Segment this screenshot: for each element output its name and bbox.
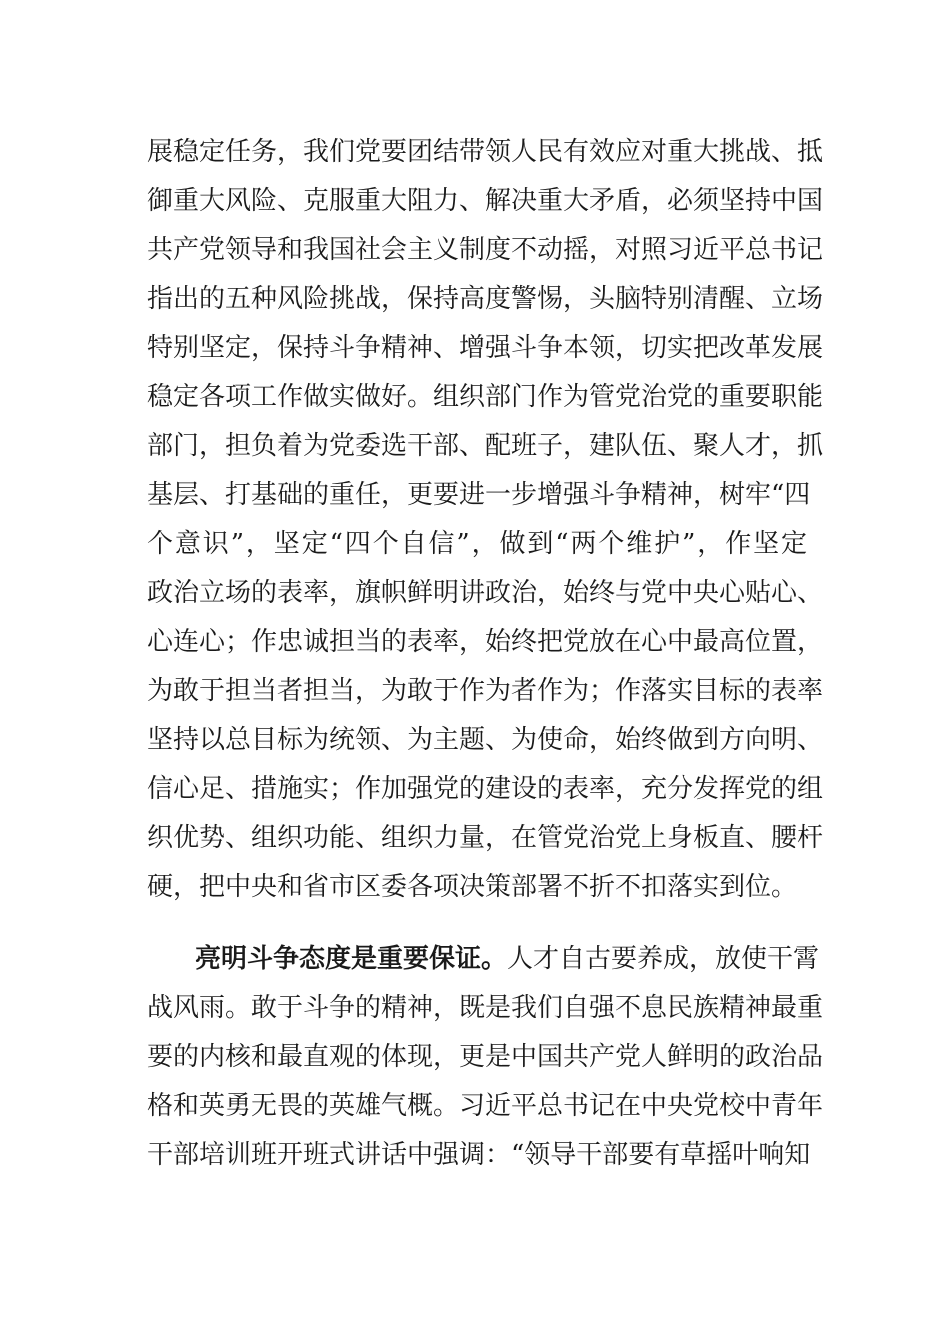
paragraph-line: 共产党领导和我国社会主义制度不动摇，对照习近平总书记: [147, 235, 824, 265]
paragraph-line: 部门，担负着为党委选干部、配班子，建队伍、聚人才，抓: [147, 431, 824, 461]
paragraph-line: 为敢于担当者担当，为敢于作为者作为；作落实目标的表率: [147, 676, 824, 706]
paragraph-line: 硬，把中央和省市区委各项决策部署不折不扣落实到位。: [147, 872, 798, 902]
paragraph-line: 坚持以总目标为统领、为主题、为使命，始终做到方向明、: [147, 725, 824, 755]
paragraph-line: 政治立场的表率，旗帜鲜明讲政治，始终与党中央心贴心、: [147, 578, 824, 608]
paragraph-first-line: [195, 939, 820, 979]
paragraph-line: 御重大风险、克服重大阻力、解决重大矛盾，必须坚持中国: [147, 186, 824, 216]
paragraph-line: 指出的五种风险挑战，保持高度警惕，头脑特别清醒、立场: [147, 284, 824, 314]
paragraph-line: 展稳定任务，我们党要团结带领人民有效应对重大挑战、抵: [147, 137, 824, 167]
paragraph-line: 信心足、措施实；作加强党的建设的表率，充分发挥党的组: [147, 774, 824, 804]
paragraph-text: 人才自古要养成，放使干霄: [507, 944, 820, 974]
paragraph-line: 织优势、组织功能、组织力量，在管党治党上身板直、腰杆: [147, 823, 824, 853]
paragraph-line: 干部培训班开班式讲话中强调：“领导干部要有草摇叶响知: [147, 1140, 811, 1170]
paragraph-line: 心连心；作忠诚担当的表率，始终把党放在心中最高位置，: [147, 627, 824, 657]
paragraph-line: 格和英勇无畏的英雄气概。习近平总书记在中央党校中青年: [147, 1091, 824, 1121]
paragraph-line: 稳定各项工作做实做好。组织部门作为管党治党的重要职能: [147, 382, 824, 412]
paragraph-heading: 亮明斗争态度是重要保证。: [195, 944, 508, 974]
paragraph-line: 要的内核和最直观的体现，更是中国共产党人鲜明的政治品: [147, 1042, 824, 1072]
paragraph-line: 战风雨。敢于斗争的精神，既是我们自强不息民族精神最重: [147, 993, 824, 1023]
paragraph-line: 特别坚定，保持斗争精神、增强斗争本领，切实把改革发展: [147, 333, 824, 363]
paragraph-line: 个意识”，坚定“四个自信”，做到“两个维护”，作坚定: [147, 529, 807, 559]
paragraph-line: 基层、打基础的重任，更要进一步增强斗争精神，树牢“四: [147, 480, 811, 510]
